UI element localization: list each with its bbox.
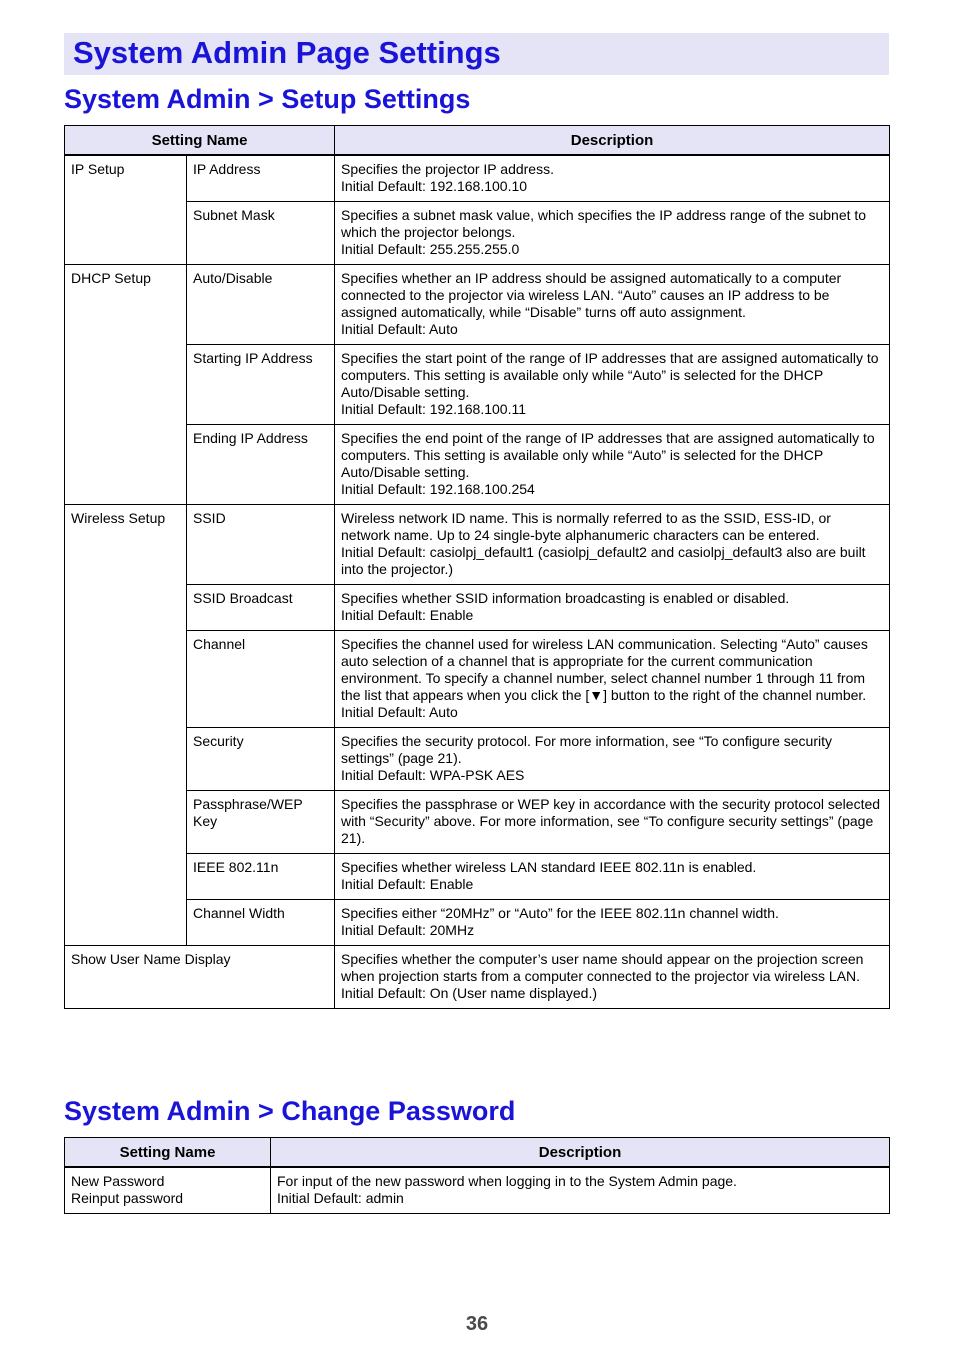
table-row	[65, 728, 890, 791]
setting-description: Wireless network ID name. This is normally referred to as the SSID, ESS-ID, or network name. Up to 24 single-byte alphanumeric characters can be entered. Initial Default: casiolpj_default1 (casiolpj_default2 and casiolpj_default3 also are built into the projector.)	[335, 505, 890, 585]
setting-description: Specifies the projector IP address. Initial Default: 192.168.100.10	[335, 155, 890, 202]
table-row	[65, 791, 890, 854]
setting-description: Specifies whether wireless LAN standard IEEE 802.11n is enabled. Initial Default: Enable	[335, 854, 890, 900]
table-row	[65, 345, 890, 425]
setting-description: Specifies a subnet mask value, which specifies the IP address range of the subnet to which the projector belongs. Initial Default: 255.255.255.0	[335, 202, 890, 265]
setting-name: Passphrase/WEP Key	[187, 791, 335, 854]
group-show-user-name: Show User Name Display	[65, 946, 335, 1009]
setting-name: Channel	[187, 631, 335, 728]
change-password-heading: System Admin > Change Password	[64, 1096, 516, 1126]
header-setting-name: Setting Name	[65, 1138, 271, 1168]
group-ip-setup: IP Setup	[65, 155, 187, 265]
setting-description: Specifies the channel used for wireless LAN communication. Selecting “Auto” causes auto selection of a channel that is appropriate for the current communication environment. To specify a channel number, select channel number 1 through 11 from the list that appears when you click the [▼] button to the right of the channel number. Initial Default: Auto	[335, 631, 890, 728]
header-setting-name: Setting Name	[65, 126, 335, 156]
setting-description: Specifies whether an IP address should be assigned automatically to a computer connected to the projector via wireless LAN. “Auto” causes an IP address to be assigned automatically, while “Disable” turns off auto assignment. Initial Default: Auto	[335, 265, 890, 345]
table-row	[65, 854, 890, 900]
page-number: 36	[465, 1313, 489, 1335]
table-row	[65, 265, 890, 345]
setting-name: Security	[187, 728, 335, 791]
table-row	[65, 425, 890, 505]
change-password-table	[64, 1137, 890, 1214]
setting-name: Ending IP Address	[187, 425, 335, 505]
header-description: Description	[335, 126, 890, 156]
page-title: System Admin Page Settings	[73, 35, 501, 70]
setting-description: Specifies the end point of the range of IP addresses that are assigned automatically to computers. This setting is available only while “Auto” is selected for the DHCP Auto/Disable setting. Initial Default: 192.168.100.254	[335, 425, 890, 505]
table-row	[65, 202, 890, 265]
page-title-bar	[64, 33, 889, 75]
setting-description: For input of the new password when logging in to the System Admin page. Initial Default: admin	[271, 1167, 890, 1214]
setting-name: Starting IP Address	[187, 345, 335, 425]
setup-settings-heading: System Admin > Setup Settings	[64, 84, 471, 114]
setting-name: SSID Broadcast	[187, 585, 335, 631]
table-row	[65, 631, 890, 728]
setting-name: SSID	[187, 505, 335, 585]
table-row	[65, 900, 890, 946]
table-row	[65, 946, 890, 1009]
table-row	[65, 505, 890, 585]
header-description: Description	[271, 1138, 890, 1168]
table-header-row	[65, 1138, 890, 1168]
group-wireless-setup: Wireless Setup	[65, 505, 187, 946]
setting-description: Specifies either “20MHz” or “Auto” for the IEEE 802.11n channel width. Initial Default: 20MHz	[335, 900, 890, 946]
table-header-row	[65, 126, 890, 156]
table-row	[65, 155, 890, 202]
table-row	[65, 585, 890, 631]
setting-name: IP Address	[187, 155, 335, 202]
setup-settings-table	[64, 125, 890, 1009]
setting-name: IEEE 802.11n	[187, 854, 335, 900]
setting-name: New Password Reinput password	[65, 1167, 271, 1214]
setting-description: Specifies the security protocol. For more information, see “To configure security settings” (page 21). Initial Default: WPA-PSK AES	[335, 728, 890, 791]
setting-description: Specifies the start point of the range of IP addresses that are assigned automatically to computers. This setting is available only while “Auto” is selected for the DHCP Auto/Disable setting. Initial Default: 192.168.100.11	[335, 345, 890, 425]
setting-description: Specifies the passphrase or WEP key in accordance with the security protocol selected with “Security” above. For more information, see “To configure security settings” (page 21).	[335, 791, 890, 854]
group-dhcp-setup: DHCP Setup	[65, 265, 187, 505]
setting-description: Specifies whether the computer’s user name should appear on the projection screen when projection starts from a computer connected to the projector via wireless LAN. Initial Default: On (User name displayed.)	[335, 946, 890, 1009]
setting-name: Channel Width	[187, 900, 335, 946]
setting-name: Subnet Mask	[187, 202, 335, 265]
table-row	[65, 1167, 890, 1214]
setting-description: Specifies whether SSID information broadcasting is enabled or disabled. Initial Default: Enable	[335, 585, 890, 631]
setting-name: Auto/Disable	[187, 265, 335, 345]
